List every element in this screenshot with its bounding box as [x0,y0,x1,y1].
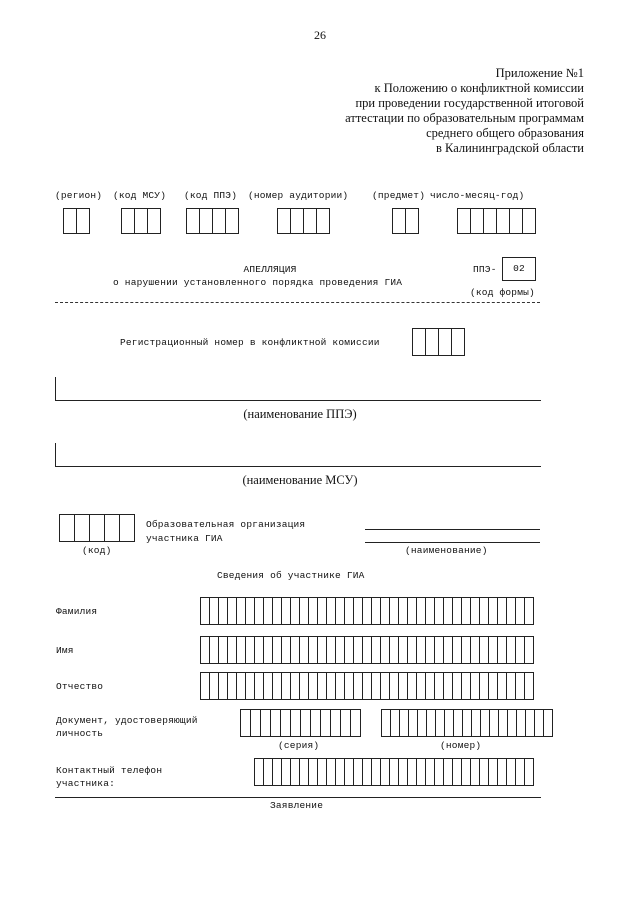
input-cell[interactable] [452,673,461,699]
org-label-line1: Образовательная организация [146,519,306,530]
input-cell[interactable] [413,329,425,355]
input-cell[interactable] [330,710,340,736]
phone-label-line2: участника: [56,778,116,789]
input-cell[interactable] [272,759,281,785]
input-cell[interactable] [104,515,119,541]
msu-name-field-edge [55,443,56,467]
subject-label: (предмет) [372,190,426,201]
input-cell[interactable] [362,598,371,624]
input-cell[interactable] [299,637,308,663]
phone-boxes[interactable] [254,758,534,786]
input-cell[interactable] [290,710,300,736]
input-cell[interactable] [218,598,227,624]
input-cell[interactable] [461,759,470,785]
input-cell[interactable] [326,598,335,624]
input-cell[interactable] [270,710,280,736]
input-cell[interactable] [344,759,353,785]
msu-code-label: (код МСУ) [113,190,167,201]
input-cell[interactable] [263,759,272,785]
input-cell[interactable] [453,710,462,736]
input-cell[interactable] [399,710,408,736]
org-name-caption: (наименование) [405,545,488,556]
input-cell[interactable] [516,710,525,736]
statement-separator [55,797,541,798]
org-code-caption: (код) [82,545,112,556]
input-cell[interactable] [479,598,488,624]
input-cell[interactable] [443,637,452,663]
input-cell[interactable] [280,710,290,736]
input-cell[interactable] [119,515,134,541]
input-cell[interactable] [497,598,506,624]
input-cell[interactable] [416,598,425,624]
appendix-line: аттестации по образовательным программам [345,111,584,125]
input-cell[interactable] [443,673,452,699]
input-cell[interactable] [317,637,326,663]
input-cell[interactable] [281,673,290,699]
phone-label-line1: Контактный телефон [56,765,163,776]
input-cell[interactable] [344,637,353,663]
input-cell[interactable] [416,673,425,699]
room-number-label: (номер аудитории) [248,190,349,201]
input-cell[interactable] [416,759,425,785]
input-cell[interactable] [326,637,335,663]
input-cell[interactable] [317,759,326,785]
input-cell[interactable] [425,637,434,663]
input-cell[interactable] [525,710,534,736]
msu-name-caption: (наименование МСУ) [242,473,358,487]
input-cell[interactable] [350,710,360,736]
input-cell[interactable] [498,710,507,736]
input-cell[interactable] [443,759,452,785]
input-cell[interactable] [89,515,104,541]
input-cell[interactable] [362,637,371,663]
input-cell[interactable] [488,759,497,785]
input-cell[interactable] [209,598,218,624]
input-cell[interactable] [398,637,407,663]
surname-boxes[interactable] [200,597,534,625]
input-cell[interactable] [335,598,344,624]
input-cell[interactable] [405,209,418,233]
input-cell[interactable] [300,710,310,736]
input-cell[interactable] [245,673,254,699]
input-cell[interactable] [290,598,299,624]
registration-label: Регистрационный номер в конфликтной комиссии [120,337,380,348]
input-cell[interactable] [236,637,245,663]
input-cell[interactable] [371,673,380,699]
input-cell[interactable] [320,710,330,736]
input-cell[interactable] [227,673,236,699]
input-cell[interactable] [308,673,317,699]
input-cell[interactable] [245,598,254,624]
input-cell[interactable] [479,759,488,785]
input-cell[interactable] [335,637,344,663]
input-cell[interactable] [147,209,160,233]
input-cell[interactable] [335,759,344,785]
input-cell[interactable] [398,673,407,699]
input-cell[interactable] [471,710,480,736]
appendix-line: к Положению о конфликтной комиссии [374,81,584,95]
input-cell[interactable] [303,209,316,233]
input-cell[interactable] [74,515,89,541]
input-cell[interactable] [506,759,515,785]
input-cell[interactable] [389,673,398,699]
input-cell[interactable] [425,759,434,785]
input-cell[interactable] [335,673,344,699]
input-cell[interactable] [524,637,533,663]
input-cell[interactable] [524,759,533,785]
input-cell[interactable] [497,759,506,785]
input-cell[interactable] [263,637,272,663]
form-title: АПЕЛЛЯЦИЯ [243,264,297,275]
form-code-label: (код формы) [470,287,535,298]
appendix-line: в Калининградской области [436,141,584,155]
input-cell[interactable] [506,673,515,699]
input-cell[interactable] [434,598,443,624]
input-cell[interactable] [290,209,303,233]
region-boxes[interactable] [63,208,90,234]
input-cell[interactable] [451,329,464,355]
participant-heading: Сведения об участнике ГИА [217,570,365,581]
input-cell[interactable] [479,673,488,699]
input-cell[interactable] [488,637,497,663]
input-cell[interactable] [434,637,443,663]
input-cell[interactable] [480,710,489,736]
date-label: число-месяц-год) [430,190,525,201]
input-cell[interactable] [380,637,389,663]
input-cell[interactable] [299,673,308,699]
document-number-boxes[interactable] [381,709,553,737]
input-cell[interactable] [389,637,398,663]
input-cell[interactable] [308,598,317,624]
input-cell[interactable] [371,759,380,785]
input-cell[interactable] [398,759,407,785]
input-cell[interactable] [507,710,516,736]
input-cell[interactable] [308,759,317,785]
input-cell[interactable] [227,598,236,624]
input-cell[interactable] [522,209,535,233]
input-cell[interactable] [488,598,497,624]
appendix-header [224,66,584,156]
input-cell[interactable] [407,673,416,699]
org-code-boxes[interactable] [59,514,135,542]
input-cell[interactable] [458,209,470,233]
input-cell[interactable] [461,598,470,624]
form-code-prefix: ППЭ- [473,264,497,275]
org-name-field-line1[interactable] [365,529,540,530]
input-cell[interactable] [122,209,134,233]
org-name-field-line2[interactable] [365,542,540,543]
input-cell[interactable] [344,598,353,624]
input-cell[interactable] [479,637,488,663]
input-cell[interactable] [443,598,452,624]
input-cell[interactable] [488,673,497,699]
name-label: Имя [56,645,74,656]
input-cell[interactable] [254,598,263,624]
input-cell[interactable] [470,637,479,663]
number-caption: (номер) [440,740,482,751]
input-cell[interactable] [317,673,326,699]
input-cell[interactable] [425,673,434,699]
region-label: (регион) [55,190,103,201]
input-cell[interactable] [425,329,438,355]
input-cell[interactable] [201,637,209,663]
separator-dashed [55,302,540,303]
input-cell[interactable] [470,598,479,624]
input-cell[interactable] [497,637,506,663]
input-cell[interactable] [438,329,451,355]
input-cell[interactable] [524,673,533,699]
patronymic-label: Отчество [56,681,104,692]
input-cell[interactable] [509,209,522,233]
input-cell[interactable] [483,209,496,233]
input-cell[interactable] [326,759,335,785]
input-cell[interactable] [326,673,335,699]
input-cell[interactable] [272,598,281,624]
input-cell[interactable] [407,637,416,663]
input-cell[interactable] [543,710,552,736]
document-label-line1: Документ, удостоверяющий [56,715,198,726]
input-cell[interactable] [250,710,260,736]
form-code-box: 02 [502,257,536,281]
input-cell[interactable] [278,209,290,233]
input-cell[interactable] [497,673,506,699]
input-cell[interactable] [254,637,263,663]
input-cell[interactable] [382,710,390,736]
ppe-code-label: (код ППЭ) [184,190,238,201]
input-cell[interactable] [263,598,272,624]
input-cell[interactable] [353,673,362,699]
input-cell[interactable] [227,637,236,663]
input-cell[interactable] [272,637,281,663]
input-cell[interactable] [209,637,218,663]
input-cell[interactable] [218,637,227,663]
input-cell[interactable] [407,598,416,624]
input-cell[interactable] [393,209,405,233]
input-cell[interactable] [199,209,212,233]
input-cell[interactable] [380,759,389,785]
input-cell[interactable] [290,637,299,663]
input-cell[interactable] [380,598,389,624]
input-cell[interactable] [515,637,524,663]
input-cell[interactable] [209,673,218,699]
input-cell[interactable] [426,710,435,736]
room-number-boxes[interactable] [277,208,330,234]
input-cell[interactable] [506,598,515,624]
input-cell[interactable] [371,598,380,624]
input-cell[interactable] [461,637,470,663]
input-cell[interactable] [389,598,398,624]
input-cell[interactable] [218,673,227,699]
ppe-code-boxes[interactable] [186,208,239,234]
input-cell[interactable] [380,673,389,699]
input-cell[interactable] [416,637,425,663]
statement-heading: Заявление [270,800,324,811]
page-number: 26 [314,28,326,42]
input-cell[interactable] [452,598,461,624]
input-cell[interactable] [263,673,272,699]
input-cell[interactable] [64,209,76,233]
subject-boxes[interactable] [392,208,419,234]
input-cell[interactable] [310,710,320,736]
input-cell[interactable] [255,759,263,785]
input-cell[interactable] [452,759,461,785]
msu-code-boxes[interactable] [121,208,161,234]
input-cell[interactable] [134,209,147,233]
input-cell[interactable] [299,759,308,785]
input-cell[interactable] [308,637,317,663]
input-cell[interactable] [425,598,434,624]
appendix-line: при проведении государственной итоговой [355,96,584,110]
ppe-name-caption: (наименование ППЭ) [243,407,357,421]
input-cell[interactable] [290,759,299,785]
input-cell[interactable] [534,710,543,736]
input-cell[interactable] [254,673,263,699]
input-cell[interactable] [362,673,371,699]
input-cell[interactable] [407,759,416,785]
input-cell[interactable] [317,598,326,624]
name-boxes[interactable] [200,636,534,664]
input-cell[interactable] [390,710,399,736]
input-cell[interactable] [225,209,238,233]
document-series-boxes[interactable] [240,709,361,737]
ppe-name-field-edge [55,377,56,401]
input-cell[interactable] [340,710,350,736]
input-cell[interactable] [212,209,225,233]
input-cell[interactable] [187,209,199,233]
input-cell[interactable] [496,209,509,233]
input-cell[interactable] [408,710,417,736]
document-label-line2: личность [56,728,104,739]
input-cell[interactable] [398,598,407,624]
input-cell[interactable] [362,759,371,785]
input-cell[interactable] [201,673,209,699]
input-cell[interactable] [371,637,380,663]
ppe-name-field[interactable] [55,400,541,401]
input-cell[interactable] [353,637,362,663]
input-cell[interactable] [515,759,524,785]
input-cell[interactable] [299,598,308,624]
input-cell[interactable] [353,759,362,785]
input-cell[interactable] [524,598,533,624]
input-cell[interactable] [272,673,281,699]
input-cell[interactable] [444,710,453,736]
input-cell[interactable] [281,759,290,785]
input-cell[interactable] [506,637,515,663]
date-boxes[interactable] [457,208,536,234]
input-cell[interactable] [461,673,470,699]
input-cell[interactable] [316,209,329,233]
input-cell[interactable] [236,598,245,624]
input-cell[interactable] [245,637,254,663]
input-cell[interactable] [281,637,290,663]
input-cell[interactable] [76,209,89,233]
input-cell[interactable] [290,673,299,699]
input-cell[interactable] [281,598,290,624]
input-cell[interactable] [260,710,270,736]
appendix-line: среднего общего образования [426,126,584,140]
input-cell[interactable] [435,710,444,736]
input-cell[interactable] [201,598,209,624]
input-cell[interactable] [434,673,443,699]
input-cell[interactable] [452,637,461,663]
input-cell[interactable] [462,710,471,736]
input-cell[interactable] [353,598,362,624]
surname-label: Фамилия [56,606,98,617]
registration-boxes[interactable] [412,328,465,356]
series-caption: (серия) [278,740,320,751]
input-cell[interactable] [344,673,353,699]
patronymic-boxes[interactable] [200,672,534,700]
input-cell[interactable] [236,673,245,699]
input-cell[interactable] [470,759,479,785]
input-cell[interactable] [515,598,524,624]
input-cell[interactable] [470,209,483,233]
input-cell[interactable] [515,673,524,699]
form-subtitle: о нарушении установленного порядка проведения ГИА [113,277,403,288]
input-cell[interactable] [417,710,426,736]
appendix-line: Приложение №1 [495,66,584,80]
input-cell[interactable] [60,515,74,541]
input-cell[interactable] [470,673,479,699]
input-cell[interactable] [389,759,398,785]
msu-name-field[interactable] [55,466,541,467]
input-cell[interactable] [489,710,498,736]
input-cell[interactable] [434,759,443,785]
org-label-line2: участника ГИА [146,533,223,544]
input-cell[interactable] [241,710,250,736]
